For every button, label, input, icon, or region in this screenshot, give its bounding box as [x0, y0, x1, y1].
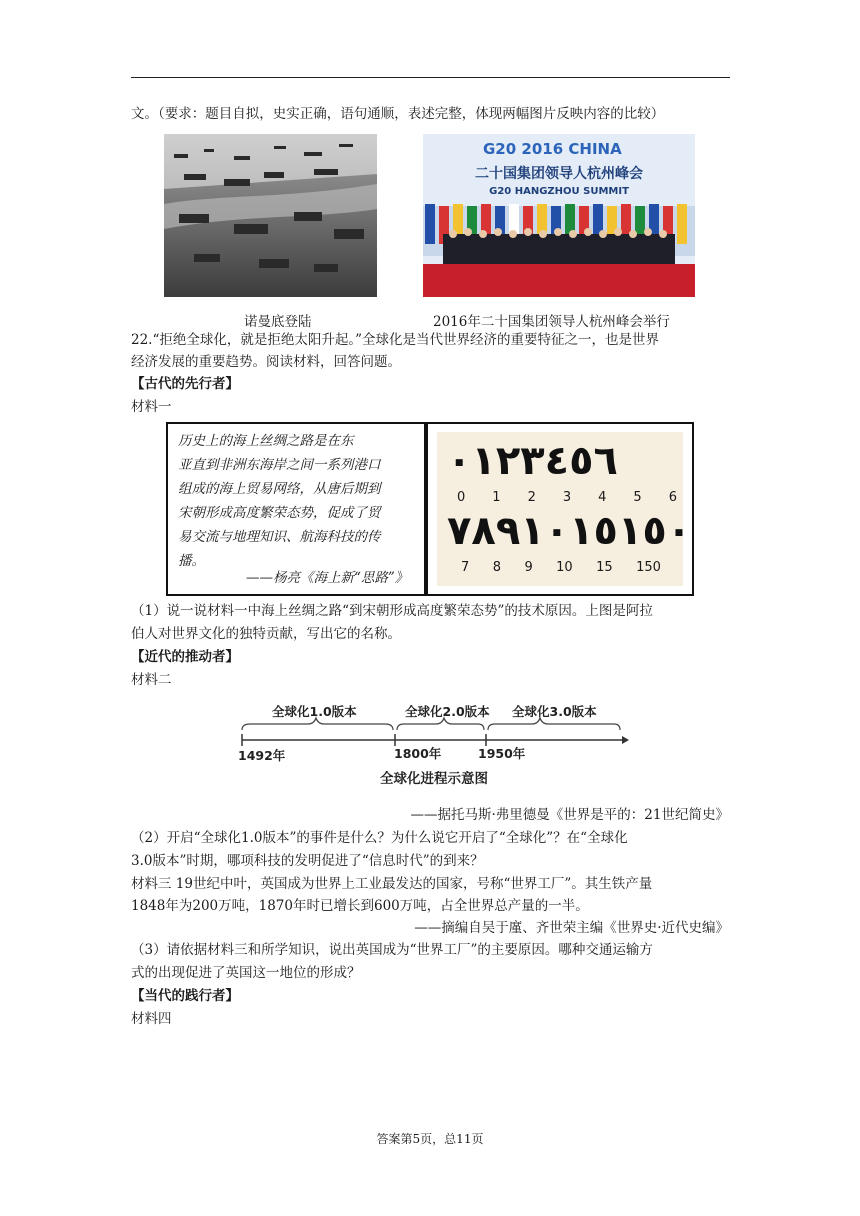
numeral-label: 0 — [457, 490, 466, 505]
q22-line1: 22.“拒绝全球化，就是拒绝太阳升起。”全球化是当代世界经济的重要特征之一，也是世界 — [131, 332, 660, 348]
left-photo-caption: 诺曼底登陆 — [244, 314, 312, 330]
numeral-label: 8 — [492, 560, 501, 575]
numeral-label: 5 — [633, 490, 642, 505]
g20-banner-cn: 二十国集团领导人杭州峰会 — [475, 166, 643, 182]
material2-label: 材料二 — [131, 672, 172, 688]
timeline-brace-v3 — [488, 718, 620, 730]
numeral-label: 1 — [492, 490, 501, 505]
timeline-label-v2: 全球化2.0版本 — [405, 704, 490, 719]
material3-line1: 材料三 19世纪中叶，英国成为世界上工业最发达的国家，号称“世界工厂”。其生铁产量 — [131, 876, 653, 892]
numeral-labels-row1 — [457, 490, 677, 505]
material1-box-line: 播。 — [178, 553, 205, 569]
timeline-brace-v2 — [397, 718, 484, 730]
material4-label: 材料四 — [131, 1011, 172, 1027]
g20-logo: G20 2016 CHINA — [483, 140, 622, 158]
numeral-label: 150 — [636, 560, 661, 575]
timeline-label-v3: 全球化3.0版本 — [512, 704, 597, 719]
material3-line2: 1848年为200万吨，1870年时已增长到600万吨，占全世界总产量的一半。 — [131, 898, 589, 914]
numeral-label: 9 — [524, 560, 533, 575]
numeral-label: 4 — [598, 490, 607, 505]
q1-line1: （1）说一说材料一中海上丝绸之路“到宋朝形成高度繁荣态势”的技术原因。上图是阿拉 — [131, 603, 653, 619]
timeline-year-1800: 1800年 — [394, 746, 442, 761]
section2-heading: 【近代的推动者】 — [131, 649, 239, 665]
q3-line1: （3）请依据材料三和所学知识，说出英国成为“世界工厂”的主要原因。哪种交通运输方 — [131, 942, 653, 958]
section1-heading: 【古代的先行者】 — [131, 376, 239, 392]
numeral-label: 6 — [668, 490, 677, 505]
normandy-landing-photo — [164, 134, 377, 297]
arabic-numerals-row1: ٠١٢٣٤٥٦ — [447, 438, 618, 484]
numeral-label: 10 — [556, 560, 573, 575]
numeral-label: 7 — [461, 560, 470, 575]
g20-summit-photo — [423, 134, 695, 297]
timeline-label-v1: 全球化1.0版本 — [272, 704, 357, 719]
header-rule — [131, 77, 730, 78]
right-photo-caption: 2016年二十国集团领导人杭州峰会举行 — [433, 314, 670, 330]
material1-box-line: 亚直到非洲东海岸之间一系列港口 — [178, 457, 381, 473]
material3-source: ——摘编自吴于廑、齐世荣主编《世界史·近代史编》 — [414, 920, 729, 936]
material1-box-line: 宋朝形成高度繁荣态势，促成了贸 — [178, 505, 381, 521]
instruction-line: 文。（要求：题目自拟，史实正确，语句通顺，表述完整，体现两幅图片反映内容的比较） — [131, 106, 665, 122]
timeline-brace-v1 — [242, 718, 393, 730]
q2-line1: （2）开启“全球化1.0版本”的事件是什么？为什么说它开启了“全球化”？在“全球化 — [131, 830, 628, 846]
timeline-title: 全球化进程示意图 — [380, 771, 488, 787]
numeral-label: 2 — [527, 490, 536, 505]
timeline-year-1492: 1492年 — [238, 748, 286, 763]
q2-line2: 3.0版本”时期，哪项科技的发明促进了“信息时代”的到来？ — [131, 853, 484, 869]
arabic-numerals-panel — [437, 432, 692, 586]
arabic-numerals-row2: ٧٨٩١٠١٥١٥٠ — [447, 508, 692, 554]
material1-box-source: ——杨亮《海上新“思路”》 — [246, 570, 409, 586]
section3-heading: 【当代的践行者】 — [131, 988, 239, 1004]
page-footer: 答案第5页，总11页 — [376, 1132, 484, 1146]
material2-source: ——据托马斯·弗里德曼《世界是平的：21世纪简史》 — [410, 807, 729, 823]
g20-banner-en: G20 HANGZHOU SUMMIT — [489, 186, 629, 197]
q1-line2: 伯人对世界文化的独特贡献，写出它的名称。 — [131, 626, 401, 642]
q22-line2: 经济发展的重要趋势。阅读材料，回答问题。 — [131, 354, 401, 370]
material1-box-line: 易交流与地理知识、航海科技的传 — [178, 529, 381, 545]
timeline-arrow-icon — [622, 736, 629, 744]
material1-box-line: 历史上的海上丝绸之路是在东 — [178, 433, 354, 449]
timeline-year-1950: 1950年 — [478, 746, 526, 761]
q3-line2: 式的出现促进了英国这一地位的形成？ — [131, 965, 361, 981]
numeral-labels-row2 — [461, 560, 661, 575]
material1-box-line: 组成的海上贸易网络，从唐后期到 — [178, 481, 381, 497]
globalization-timeline — [230, 698, 630, 793]
numeral-label: 15 — [596, 560, 613, 575]
numeral-label: 3 — [562, 490, 572, 505]
material1-label: 材料一 — [131, 399, 172, 415]
